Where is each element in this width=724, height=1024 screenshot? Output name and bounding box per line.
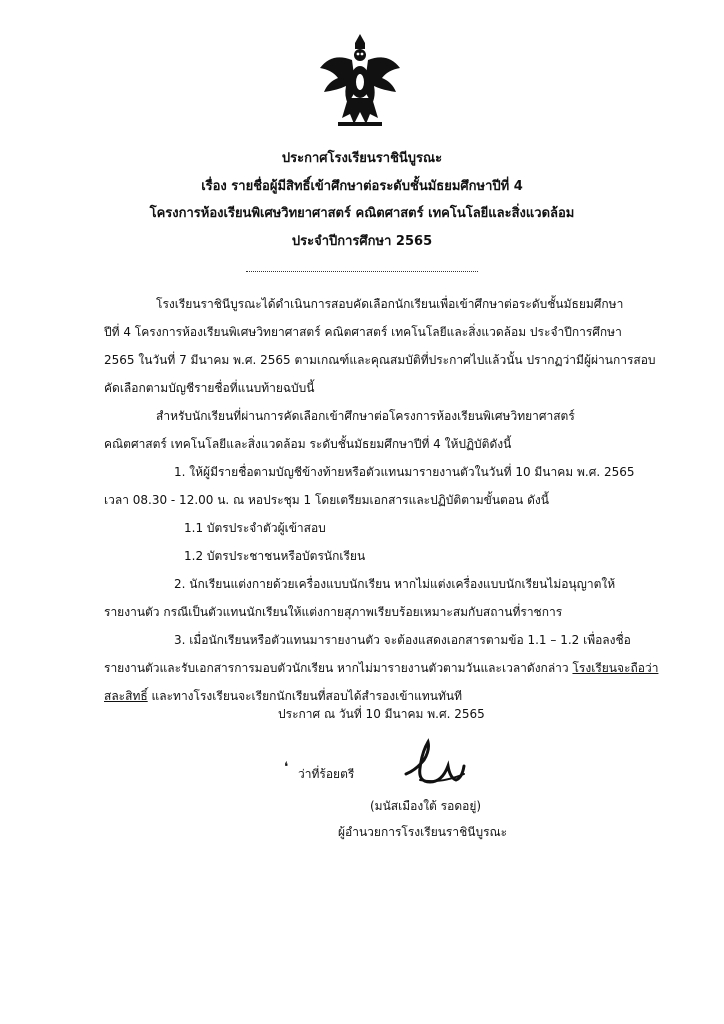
item3-line2 [104, 660, 658, 676]
para2-line2: คณิตศาสตร์ เทคโนโลยีและสิ่งแวดล้อม ระดับชั้นมัธยมศึกษาปีที่ 4 ให้ปฏิบัติดังนี้ [104, 437, 512, 451]
academic-year: ประจำปีการศึกษา 2565 [291, 234, 433, 249]
pen-mark: ❛ [284, 760, 289, 775]
item1-line2: เวลา 08.30 - 12.00 น. ณ หอประชุม 1 โดยเตรียมเอกสารและปฏิบัติตามขั้นตอน ดังนี้ [104, 493, 549, 507]
program-name: โครงการห้องเรียนพิเศษวิทยาศาสตร์ คณิตศาสตร์ เทคโนโลยีและสิ่งแวดล้อม [149, 206, 575, 221]
forfeit-word-underlined: สละสิทธิ์ [104, 689, 148, 703]
signer-name: (มนัสเมืองใต้ รอดอยู่) [370, 799, 482, 813]
signer-rank: ว่าที่ร้อยตรี [298, 767, 355, 781]
handwritten-signature-icon [400, 736, 470, 792]
para1-line4: คัดเลือกตามบัญชีรายชื่อที่แนบท้ายฉบับนี้ [104, 381, 315, 395]
announcement-subject: เรื่อง รายชื่อผู้มีสิทธิ์เข้าศึกษาต่อระดับชั้นมัธยมศึกษาปีที่ 4 [201, 179, 523, 194]
para1-line2: ปีที่ 4 โครงการห้องเรียนพิเศษวิทยาศาสตร์ คณิตศาสตร์ เทคโนโลยีและสิ่งแวดล้อม ประจำปีการศึกษา [104, 325, 622, 339]
item1-2: 1.2 บัตรประชาชนหรือบัตรนักเรียน [184, 549, 366, 563]
para2-line1: สำหรับนักเรียนที่ผ่านการคัดเลือกเข้าศึกษาต่อโครงการห้องเรียนพิเศษวิทยาศาสตร์ [156, 409, 575, 423]
announcement-title: ประกาศโรงเรียนราชินีบูรณะ [281, 151, 443, 166]
item3-line3 [104, 688, 462, 704]
item3-line3-text: และทางโรงเรียนจะเรียกนักเรียนที่สอบได้สำรองเข้าแทนทันที [147, 689, 463, 703]
announcement-date: ประกาศ ณ วันที่ 10 มีนาคม พ.ศ. 2565 [278, 707, 485, 721]
item1-line1: 1. ให้ผู้มีรายชื่อตามบัญชีข้างท้ายหรือตัวแทนมารายงานตัวในวันที่ 10 มีนาคม พ.ศ. 2565 [174, 465, 635, 479]
item1-1: 1.1 บัตรประจำตัวผู้เข้าสอบ [184, 521, 326, 535]
item2-line2: รายงานตัว กรณีเป็นตัวแทนนักเรียนให้แต่งกายสุภาพเรียบร้อยเหมาะสมกับสถานที่ราชการ [104, 605, 563, 619]
signer-position: ผู้อำนวยการโรงเรียนราชินีบูรณะ [338, 825, 508, 839]
item2-line1: 2. นักเรียนแต่งกายด้วยเครื่องแบบนักเรียน หากไม่แต่งเครื่องแบบนักเรียนไม่อนุญาตให้ [174, 577, 616, 591]
para1-line3: 2565 ในวันที่ 7 มีนาคม พ.ศ. 2565 ตามเกณฑ์และคุณสมบัติที่ประกาศไปแล้วนั้น ปรากฏว่ามีผู้ผ่านการสอบ [104, 353, 656, 367]
forfeit-notice-underlined: โรงเรียนจะถือว่า [572, 661, 659, 675]
dotted-divider [246, 271, 478, 272]
para1-line1: โรงเรียนราชินีบูรณะได้ดำเนินการสอบคัดเลือกนักเรียนเพื่อเข้าศึกษาต่อระดับชั้นมัธยมศึกษา [156, 297, 624, 311]
item3-line1: 3. เมื่อนักเรียนหรือตัวแทนมารายงานตัว จะต้องแสดงเอกสารตามข้อ 1.1 – 1.2 เพื่อลงชื่อ [174, 633, 631, 647]
item3-line2-text: รายงานตัวและรับเอกสารการมอบตัวนักเรียน หากไม่มารายงานตัวตามวันและเวลาดังกล่าว [104, 661, 573, 675]
garuda-emblem-icon [318, 30, 402, 130]
